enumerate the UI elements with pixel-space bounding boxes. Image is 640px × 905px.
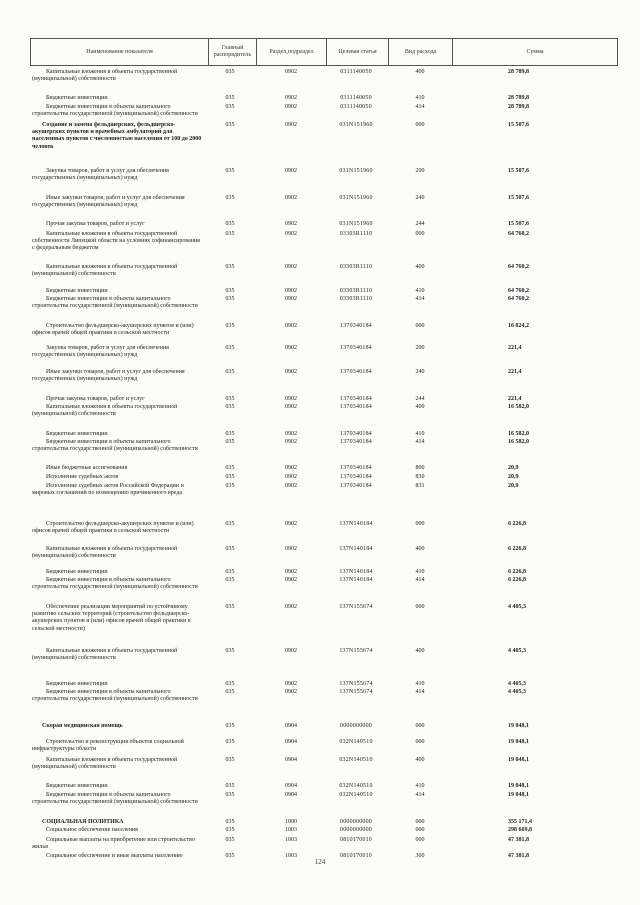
row-razdel: 0904: [285, 783, 297, 789]
row-glavny: 035: [225, 404, 235, 410]
row-statya: 137N140184: [339, 546, 373, 552]
row-name: Бюджетные инвестиции в объекты капитального строительства государственной (муниципальной) собственности: [32, 577, 198, 591]
row-glavny: 035: [225, 168, 235, 174]
row-razdel: 0902: [285, 604, 297, 610]
row-summa: 221,4: [508, 369, 522, 375]
row-statya: 0311140050: [340, 95, 372, 101]
row-razdel: 0902: [285, 569, 297, 575]
row-summa: 15 507,6: [508, 168, 529, 174]
row-glavny: 035: [225, 396, 235, 402]
row-statya: 1370340184: [340, 323, 372, 329]
row-summa: 16 824,2: [508, 323, 529, 329]
row-glavny: 035: [225, 483, 235, 489]
row-glavny: 035: [225, 783, 235, 789]
row-razdel: 0902: [285, 168, 297, 174]
row-summa: 4 405,3: [508, 604, 526, 610]
row-statya: 1370340184: [340, 404, 372, 410]
row-summa: 16 582,0: [508, 431, 529, 437]
row-name: Капитальные вложения в объекты государственной (муниципальной) собственности: [32, 264, 178, 278]
row-razdel: 0904: [285, 739, 297, 745]
row-summa: 6 226,8: [508, 569, 526, 575]
row-razdel: 0902: [285, 681, 297, 687]
row-statya: 137N155674: [339, 648, 373, 654]
row-name: Бюджетные инвестиции в объекты капитального строительства государственной (муниципальной) собственности: [32, 689, 198, 703]
row-name: Закупка товаров, работ и услуг для обеспечения государственных (муниципальных) нужд: [32, 168, 169, 182]
row-glavny: 035: [225, 521, 235, 527]
row-glavny: 035: [225, 474, 235, 480]
row-glavny: 035: [225, 604, 235, 610]
row-glavny: 035: [225, 195, 235, 201]
row-vid: 000: [415, 323, 425, 329]
row-glavny: 035: [225, 577, 235, 583]
row-summa: 19 048,1: [508, 739, 529, 745]
row-summa: 15 507,6: [508, 122, 529, 128]
row-name: Капитальные вложения в объекты государственной собственности Липецкой области на условиях софинансирования с федеральным бюджетом: [32, 231, 200, 252]
row-vid: 000: [415, 827, 425, 833]
row-summa: 28 789,8: [508, 104, 529, 110]
row-glavny: 035: [225, 827, 235, 833]
row-summa: 355 171,4: [508, 819, 532, 825]
row-name: Прочая закупка товаров, работ и услуг: [46, 221, 145, 227]
row-summa: 19 048,1: [508, 783, 529, 789]
row-vid: 414: [415, 577, 425, 583]
row-statya: 1370340184: [340, 369, 372, 375]
row-vid: 831: [415, 483, 425, 489]
row-glavny: 035: [225, 792, 235, 798]
row-summa: 64 760,2: [508, 288, 529, 294]
row-name: Бюджетные инвестиции: [46, 431, 108, 437]
row-vid: 400: [415, 264, 425, 270]
row-summa: 64 760,2: [508, 296, 529, 302]
row-glavny: 035: [225, 221, 235, 227]
row-vid: 400: [415, 757, 425, 763]
row-name: СОЦИАЛЬНАЯ ПОЛИТИКА: [42, 819, 124, 825]
row-vid: 000: [415, 739, 425, 745]
row-name: Бюджетные инвестиции в объекты капитального строительства государственной (муниципальной) собственности: [32, 792, 198, 806]
row-statya: 1370340184: [340, 396, 372, 402]
row-statya: 1370340184: [340, 439, 372, 445]
row-glavny: 035: [225, 323, 235, 329]
row-name: Бюджетные инвестиции: [46, 783, 108, 789]
row-razdel: 0902: [285, 483, 297, 489]
row-name: Строительство фельдшерско-акушерских пунктов и (или) офисов врачей общей практики в сельской местности: [32, 323, 194, 337]
row-statya: 1370340184: [340, 474, 372, 480]
row-statya: 137N155674: [339, 681, 373, 687]
row-summa: 6 226,8: [508, 521, 526, 527]
row-statya: 032N140510: [339, 792, 373, 798]
row-razdel: 0902: [285, 465, 297, 471]
row-summa: 20,9: [508, 483, 519, 489]
row-summa: 15 507,6: [508, 221, 529, 227]
row-statya: 0000000000: [340, 819, 372, 825]
row-name: Капитальные вложения в объекты государственной (муниципальной) собственности: [32, 546, 178, 560]
row-vid: 410: [415, 95, 425, 101]
row-glavny: 035: [225, 689, 235, 695]
row-glavny: 035: [225, 837, 235, 843]
row-vid: 414: [415, 296, 425, 302]
row-statya: 1370340184: [340, 345, 372, 351]
row-razdel: 0904: [285, 792, 297, 798]
row-summa: 20,9: [508, 465, 519, 471]
row-name: Бюджетные инвестиции: [46, 569, 108, 575]
row-name: Иные бюджетные ассигнования: [46, 465, 128, 471]
row-name: Создание и замена фельдшерских, фельдшерско-акушерских пунктов и врачебных амбулаторий для населенных пунктов с численностью населения от 100 до 2000 человек: [32, 122, 202, 150]
row-name: Строительство и реконструкция объектов социальной инфраструктуры области: [32, 739, 184, 753]
row-vid: 414: [415, 792, 425, 798]
row-glavny: 035: [225, 369, 235, 375]
row-vid: 300: [415, 853, 425, 859]
row-statya: 03303R1110: [339, 264, 373, 270]
row-name: Бюджетные инвестиции: [46, 681, 108, 687]
row-vid: 244: [415, 221, 425, 227]
row-razdel: 1003: [285, 827, 297, 833]
row-glavny: 035: [225, 819, 235, 825]
row-razdel: 0902: [285, 122, 297, 128]
row-name: Обеспечение реализации мероприятий по устойчивому развитию сельских территорий (строительство фельдшерско-акушерских пунктов и (или) офисов врачей общей практики в сельской местности): [32, 604, 191, 632]
row-vid: 000: [415, 604, 425, 610]
row-glavny: 035: [225, 569, 235, 575]
row-glavny: 035: [225, 739, 235, 745]
row-name: Скорая медицинская помощь: [42, 723, 123, 729]
row-vid: 200: [415, 345, 425, 351]
header-glavny: Главный распорядитель: [209, 39, 257, 65]
row-name: Капитальные вложения в объекты государственной (муниципальной) собственности: [32, 648, 178, 662]
row-vid: 000: [415, 122, 425, 128]
row-statya: 0311140050: [340, 104, 372, 110]
row-glavny: 035: [225, 723, 235, 729]
row-statya: 0000000000: [340, 723, 372, 729]
row-summa: 19 048,1: [508, 757, 529, 763]
row-vid: 410: [415, 569, 425, 575]
row-glavny: 035: [225, 465, 235, 471]
row-summa: 6 226,8: [508, 546, 526, 552]
row-summa: 20,9: [508, 474, 519, 480]
row-summa: 15 507,6: [508, 195, 529, 201]
row-name: Бюджетные инвестиции в объекты капитального строительства государственной (муниципальной) собственности: [32, 104, 198, 118]
row-glavny: 035: [225, 345, 235, 351]
row-summa: 221,4: [508, 396, 522, 402]
row-summa: 28 789,8: [508, 95, 529, 101]
row-razdel: 0902: [285, 439, 297, 445]
row-vid: 000: [415, 837, 425, 843]
row-razdel: 0902: [285, 431, 297, 437]
row-vid: 400: [415, 69, 425, 75]
row-glavny: 035: [225, 681, 235, 687]
row-name: Строительство фельдшерско-акушерских пунктов и (или) офисов врачей общей практики в сельской местности: [32, 521, 194, 535]
row-statya: 03303R1110: [339, 288, 373, 294]
row-razdel: 0902: [285, 648, 297, 654]
row-name: Прочая закупка товаров, работ и услуг: [46, 396, 145, 402]
row-summa: 221,4: [508, 345, 522, 351]
row-razdel: 0902: [285, 264, 297, 270]
row-statya: 03303R1110: [339, 231, 373, 237]
row-statya: 031N151960: [339, 195, 373, 201]
row-vid: 800: [415, 465, 425, 471]
row-razdel: 1003: [285, 837, 297, 843]
row-statya: 031N151960: [339, 168, 373, 174]
table-header: [30, 38, 618, 66]
row-summa: 16 582,0: [508, 404, 529, 410]
row-name: Капитальные вложения в объекты государственной (муниципальной) собственности: [32, 757, 178, 771]
row-glavny: 035: [225, 431, 235, 437]
row-statya: 0810170010: [340, 853, 372, 859]
row-statya: 032N140510: [339, 757, 373, 763]
row-statya: 0810170010: [340, 837, 372, 843]
row-razdel: 0902: [285, 396, 297, 402]
row-statya: 137N140184: [339, 577, 373, 583]
row-razdel: 0902: [285, 231, 297, 237]
row-razdel: 1000: [285, 819, 297, 825]
row-glavny: 035: [225, 757, 235, 763]
row-statya: 1370340184: [340, 483, 372, 489]
row-summa: 16 582,0: [508, 439, 529, 445]
row-name: Исполнение судебных актов Российской Федерации и мировых соглашений по возмещению причиненного вреда: [32, 483, 184, 497]
row-statya: 031N151960: [339, 221, 373, 227]
row-vid: 244: [415, 396, 425, 402]
row-razdel: 0902: [285, 404, 297, 410]
row-name: Иные закупки товаров, работ и услуг для обеспечения государственных (муниципальных) нужд: [32, 369, 185, 383]
row-name: Бюджетные инвестиции: [46, 288, 108, 294]
row-glavny: 035: [225, 296, 235, 302]
row-name: Капитальные вложения в объекты государственной (муниципальной) собственности: [32, 404, 178, 418]
row-glavny: 035: [225, 648, 235, 654]
row-summa: 4 405,3: [508, 681, 526, 687]
row-statya: 137N140184: [339, 521, 373, 527]
row-summa: 47 381,8: [508, 853, 529, 859]
row-razdel: 0902: [285, 95, 297, 101]
row-vid: 200: [415, 168, 425, 174]
row-summa: 6 226,8: [508, 577, 526, 583]
row-statya: 137N140184: [339, 569, 373, 575]
row-statya: 031N151960: [339, 122, 373, 128]
row-glavny: 035: [225, 853, 235, 859]
row-razdel: 0902: [285, 577, 297, 583]
row-statya: 03303R1110: [339, 296, 373, 302]
row-vid: 400: [415, 404, 425, 410]
row-summa: 28 789,8: [508, 69, 529, 75]
header-razdel: Раздел,подраздел: [257, 39, 327, 65]
row-statya: 032N140510: [339, 783, 373, 789]
row-glavny: 035: [225, 264, 235, 270]
row-razdel: 0902: [285, 104, 297, 110]
page-number: 124: [314, 858, 326, 866]
row-razdel: 0902: [285, 195, 297, 201]
header-vid: Вид расхода: [389, 39, 453, 65]
row-glavny: 035: [225, 288, 235, 294]
row-razdel: 1003: [285, 853, 297, 859]
row-vid: 000: [415, 231, 425, 237]
row-name: Бюджетные инвестиции: [46, 95, 108, 101]
row-vid: 400: [415, 648, 425, 654]
row-vid: 410: [415, 288, 425, 294]
row-statya: 0000000000: [340, 827, 372, 833]
row-razdel: 0902: [285, 369, 297, 375]
row-summa: 47 381,8: [508, 837, 529, 843]
row-summa: 4 405,3: [508, 689, 526, 695]
row-vid: 000: [415, 521, 425, 527]
row-razdel: 0902: [285, 689, 297, 695]
header-name: Наименование показателя: [31, 39, 209, 65]
row-summa: 64 760,2: [508, 231, 529, 237]
row-glavny: 035: [225, 122, 235, 128]
row-razdel: 0902: [285, 521, 297, 527]
row-summa: 298 669,8: [508, 827, 532, 833]
row-razdel: 0902: [285, 546, 297, 552]
row-name: Исполнение судебных актов: [46, 474, 119, 480]
header-summa: Сумма: [526, 48, 544, 55]
row-statya: 137N155674: [339, 689, 373, 695]
row-name: Бюджетные инвестиции в объекты капитального строительства государственной (муниципальной) собственности: [32, 439, 198, 453]
row-vid: 000: [415, 819, 425, 825]
row-name: Капитальные вложения в объекты государственной (муниципальной) собственности: [32, 69, 178, 83]
row-vid: 410: [415, 431, 425, 437]
row-summa: 64 760,2: [508, 264, 529, 270]
row-glavny: 035: [225, 69, 235, 75]
row-summa: 4 405,3: [508, 648, 526, 654]
row-name: Социальное обеспечение населения: [46, 827, 138, 833]
row-razdel: 0902: [285, 323, 297, 329]
row-razdel: 0902: [285, 474, 297, 480]
row-razdel: 0904: [285, 757, 297, 763]
row-summa: 19 048,1: [508, 792, 529, 798]
row-statya: 032N140510: [339, 739, 373, 745]
row-glavny: 035: [225, 439, 235, 445]
row-vid: 410: [415, 681, 425, 687]
row-vid: 240: [415, 369, 425, 375]
row-razdel: 0902: [285, 296, 297, 302]
row-glavny: 035: [225, 95, 235, 101]
row-glavny: 035: [225, 546, 235, 552]
row-razdel: 0904: [285, 723, 297, 729]
row-vid: 240: [415, 195, 425, 201]
row-vid: 400: [415, 546, 425, 552]
row-razdel: 0902: [285, 221, 297, 227]
header-statya: Целевая статья: [327, 39, 389, 65]
row-vid: 000: [415, 723, 425, 729]
row-name: Бюджетные инвестиции в объекты капитального строительства государственной (муниципальной) собственности: [32, 296, 198, 310]
row-razdel: 0902: [285, 288, 297, 294]
row-name: Иные закупки товаров, работ и услуг для обеспечения государственных (муниципальных) нужд: [32, 195, 185, 209]
row-statya: 0311140050: [340, 69, 372, 75]
row-name: Социальное обеспечение и иные выплаты населению: [46, 853, 183, 859]
row-statya: 1370340184: [340, 431, 372, 437]
row-glavny: 035: [225, 231, 235, 237]
row-name: Закупка товаров, работ и услуг для обеспечения государственных (муниципальных) нужд: [32, 345, 169, 359]
row-name: Социальные выплаты на приобретение или строительство жилья: [32, 837, 195, 851]
row-glavny: 035: [225, 104, 235, 110]
row-vid: 830: [415, 474, 425, 480]
row-vid: 414: [415, 689, 425, 695]
row-summa: 19 048,1: [508, 723, 529, 729]
row-razdel: 0902: [285, 345, 297, 351]
row-vid: 414: [415, 439, 425, 445]
row-vid: 414: [415, 104, 425, 110]
row-statya: 1370340184: [340, 465, 372, 471]
row-razdel: 0902: [285, 69, 297, 75]
row-vid: 410: [415, 783, 425, 789]
row-statya: 137N155674: [339, 604, 373, 610]
